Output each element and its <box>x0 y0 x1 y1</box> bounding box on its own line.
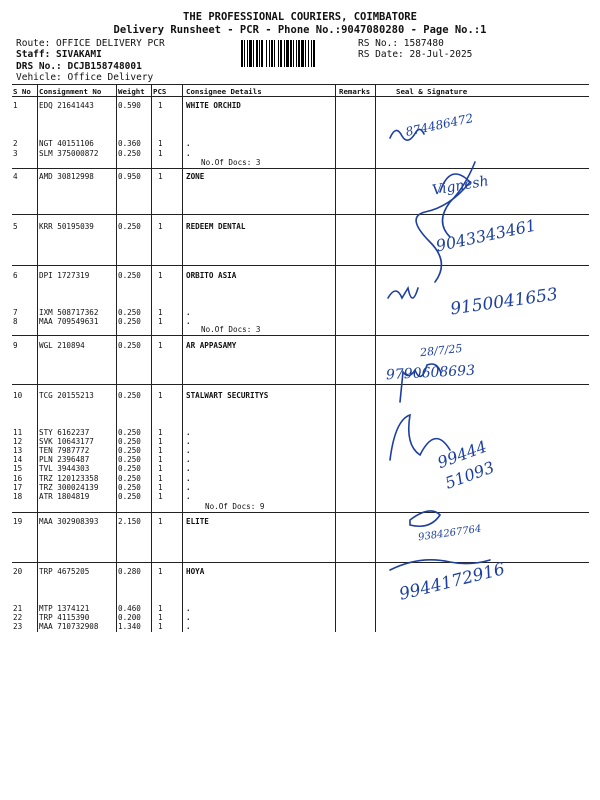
consignment-no: TRP 4115390 <box>39 613 90 622</box>
weight: 0.250 <box>118 317 141 326</box>
pcs: 1 <box>158 492 163 501</box>
col-rule <box>37 84 38 632</box>
consignee: . <box>186 474 191 483</box>
weight: 0.250 <box>118 222 141 231</box>
consignee: . <box>186 483 191 492</box>
pcs: 1 <box>158 428 163 437</box>
consignment-no: MTP 1374121 <box>39 604 90 613</box>
weight: 0.250 <box>118 341 141 350</box>
handwritten-name: Vignesh <box>431 173 490 199</box>
row-sno: 7 <box>13 308 18 317</box>
consignee: . <box>186 622 191 631</box>
rs-number: RS No.: 1587480 <box>358 38 444 49</box>
barcode-bar <box>315 40 316 67</box>
pcs: 1 <box>158 172 163 181</box>
consignee: HOYA <box>186 567 205 576</box>
row-sno: 18 <box>13 492 23 501</box>
handwritten-phone: 9043343461 <box>434 215 538 256</box>
row-sno: 9 <box>13 341 18 350</box>
weight: 2.150 <box>118 517 141 526</box>
docs-count-note: No.Of Docs: 9 <box>205 502 265 511</box>
pcs: 1 <box>158 139 163 148</box>
handwritten-phone: 9944172916 <box>397 559 507 605</box>
pcs: 1 <box>158 437 163 446</box>
weight: 0.250 <box>118 446 141 455</box>
consignment-no: TEN 7987772 <box>39 446 90 455</box>
pcs: 1 <box>158 483 163 492</box>
weight: 0.250 <box>118 271 141 280</box>
col-rule <box>182 84 183 632</box>
row-sno: 12 <box>13 437 23 446</box>
row-sno: 16 <box>13 474 23 483</box>
row-sno: 14 <box>13 455 23 464</box>
row-sno: 3 <box>13 149 18 158</box>
weight: 1.340 <box>118 622 141 631</box>
company-title: THE PROFESSIONAL COURIERS, COIMBATORE <box>183 11 417 23</box>
handwritten-phone: 99444 51093 <box>434 436 497 493</box>
handwritten-date: 28/7/25 <box>419 341 463 360</box>
table-top-rule <box>12 84 589 85</box>
pcs: 1 <box>158 446 163 455</box>
col-rule <box>151 84 152 632</box>
pcs: 1 <box>158 622 163 631</box>
weight: 0.250 <box>118 474 141 483</box>
weight: 0.590 <box>118 101 141 110</box>
consignee: . <box>186 455 191 464</box>
pcs: 1 <box>158 222 163 231</box>
consignee: . <box>186 428 191 437</box>
route-label: Route: OFFICE DELIVERY PCR <box>16 38 165 49</box>
row-sno: 22 <box>13 613 23 622</box>
row-sno: 19 <box>13 517 23 526</box>
consignment-no: STY 6162237 <box>39 428 90 437</box>
col-header-pcs: PCS <box>153 87 167 96</box>
consignee: AR APPASAMY <box>186 341 237 350</box>
consignment-no: TRP 4675205 <box>39 567 90 576</box>
consignment-no: MAA 710732908 <box>39 622 99 631</box>
col-header-remarks: Remarks <box>339 87 371 96</box>
weight: 0.250 <box>118 455 141 464</box>
weight: 0.250 <box>118 483 141 492</box>
pcs: 1 <box>158 455 163 464</box>
row-sno: 10 <box>13 391 23 400</box>
docs-count-note: No.Of Docs: 3 <box>201 158 261 167</box>
weight: 0.250 <box>118 492 141 501</box>
docs-count-note: No.Of Docs: 3 <box>201 325 261 334</box>
col-header-consignee: Consignee Details <box>186 87 262 96</box>
consignee: . <box>186 464 191 473</box>
row-sno: 2 <box>13 139 18 148</box>
pcs: 1 <box>158 391 163 400</box>
consignment-no: TRZ 300024139 <box>39 483 99 492</box>
consignee: ZONE <box>186 172 205 181</box>
row-sno: 13 <box>13 446 23 455</box>
pcs: 1 <box>158 271 163 280</box>
consignee: . <box>186 492 191 501</box>
consignee: REDEEM DENTAL <box>186 222 246 231</box>
weight: 0.250 <box>118 149 141 158</box>
staff-label: Staff: SIVAKAMI <box>16 49 102 60</box>
consignee: . <box>186 149 191 158</box>
pcs: 1 <box>158 613 163 622</box>
consignment-no: EDQ 21641443 <box>39 101 94 110</box>
pcs: 1 <box>158 517 163 526</box>
row-sno: 11 <box>13 428 23 437</box>
pcs: 1 <box>158 567 163 576</box>
runsheet-subtitle: Delivery Runsheet - PCR - Phone No.:9047080280 - Page No.:1 <box>113 24 487 36</box>
row-sno: 4 <box>13 172 18 181</box>
consignment-no: MAA 709549631 <box>39 317 99 326</box>
barcode <box>241 40 351 67</box>
row-sno: 20 <box>13 567 23 576</box>
weight: 0.250 <box>118 308 141 317</box>
consignment-no: AMD 30812998 <box>39 172 94 181</box>
consignment-no: TVL 3944303 <box>39 464 90 473</box>
consignment-no: ATR 1804819 <box>39 492 90 501</box>
row-sno: 23 <box>13 622 23 631</box>
consignee: . <box>186 604 191 613</box>
row-sno: 5 <box>13 222 18 231</box>
handwritten-phone: 9150041653 <box>449 284 560 320</box>
consignee: . <box>186 613 191 622</box>
weight: 0.200 <box>118 613 141 622</box>
pcs: 1 <box>158 308 163 317</box>
pcs: 1 <box>158 317 163 326</box>
row-sno: 15 <box>13 464 23 473</box>
consignment-no: PLN 2396487 <box>39 455 90 464</box>
weight: 0.250 <box>118 428 141 437</box>
pcs: 1 <box>158 341 163 350</box>
vehicle-label: Vehicle: Office Delivery <box>16 72 154 83</box>
col-rule <box>375 84 376 632</box>
consignee: STALWART SECURITYS <box>186 391 269 400</box>
row-sno: 1 <box>13 101 18 110</box>
row-sno: 8 <box>13 317 18 326</box>
consignment-no: TCG 20155213 <box>39 391 94 400</box>
weight: 0.250 <box>118 391 141 400</box>
consignment-no: DPI 1727319 <box>39 271 90 280</box>
consignee: . <box>186 446 191 455</box>
consignment-no: KRR 50195039 <box>39 222 94 231</box>
weight: 0.950 <box>118 172 141 181</box>
weight: 0.250 <box>118 437 141 446</box>
col-rule <box>335 84 336 632</box>
weight: 0.250 <box>118 464 141 473</box>
consignee: WHITE ORCHID <box>186 101 241 110</box>
consignment-no: SLM 375000872 <box>39 149 99 158</box>
consignee: . <box>186 139 191 148</box>
header-rule <box>12 96 589 97</box>
handwritten-phone: 9790608693 <box>385 362 476 384</box>
consignment-no: WGL 210894 <box>39 341 85 350</box>
pcs: 1 <box>158 101 163 110</box>
consignment-no: TRZ 120123358 <box>39 474 99 483</box>
handwritten-phone: 874486472 <box>404 111 475 139</box>
consignee: . <box>186 317 191 326</box>
pcs: 1 <box>158 149 163 158</box>
consignee: ORBITO ASIA <box>186 271 237 280</box>
consignment-no: NGT 40151106 <box>39 139 94 148</box>
consignee: . <box>186 308 191 317</box>
drs-number: DRS No.: DCJB158748001 <box>16 61 142 72</box>
col-header-consignment: Consignment No <box>39 87 102 96</box>
handwritten-phone: 9384267764 <box>417 523 483 544</box>
row-sno: 17 <box>13 483 23 492</box>
consignment-no: MAA 302908393 <box>39 517 99 526</box>
col-header-signature: Seal & Signature <box>396 87 468 96</box>
pcs: 1 <box>158 474 163 483</box>
weight: 0.280 <box>118 567 141 576</box>
consignee: ELITE <box>186 517 209 526</box>
pcs: 1 <box>158 464 163 473</box>
consignment-no: SVK 10643177 <box>39 437 94 446</box>
consignment-no: IXM 508717362 <box>39 308 99 317</box>
pcs: 1 <box>158 604 163 613</box>
col-header-sno: S No <box>13 87 31 96</box>
col-header-weight: Weight <box>118 87 145 96</box>
rs-date: RS Date: 28-Jul-2025 <box>358 49 473 60</box>
weight: 0.460 <box>118 604 141 613</box>
row-sno: 6 <box>13 271 18 280</box>
weight: 0.360 <box>118 139 141 148</box>
consignee: . <box>186 437 191 446</box>
row-sno: 21 <box>13 604 23 613</box>
col-rule <box>116 84 117 632</box>
